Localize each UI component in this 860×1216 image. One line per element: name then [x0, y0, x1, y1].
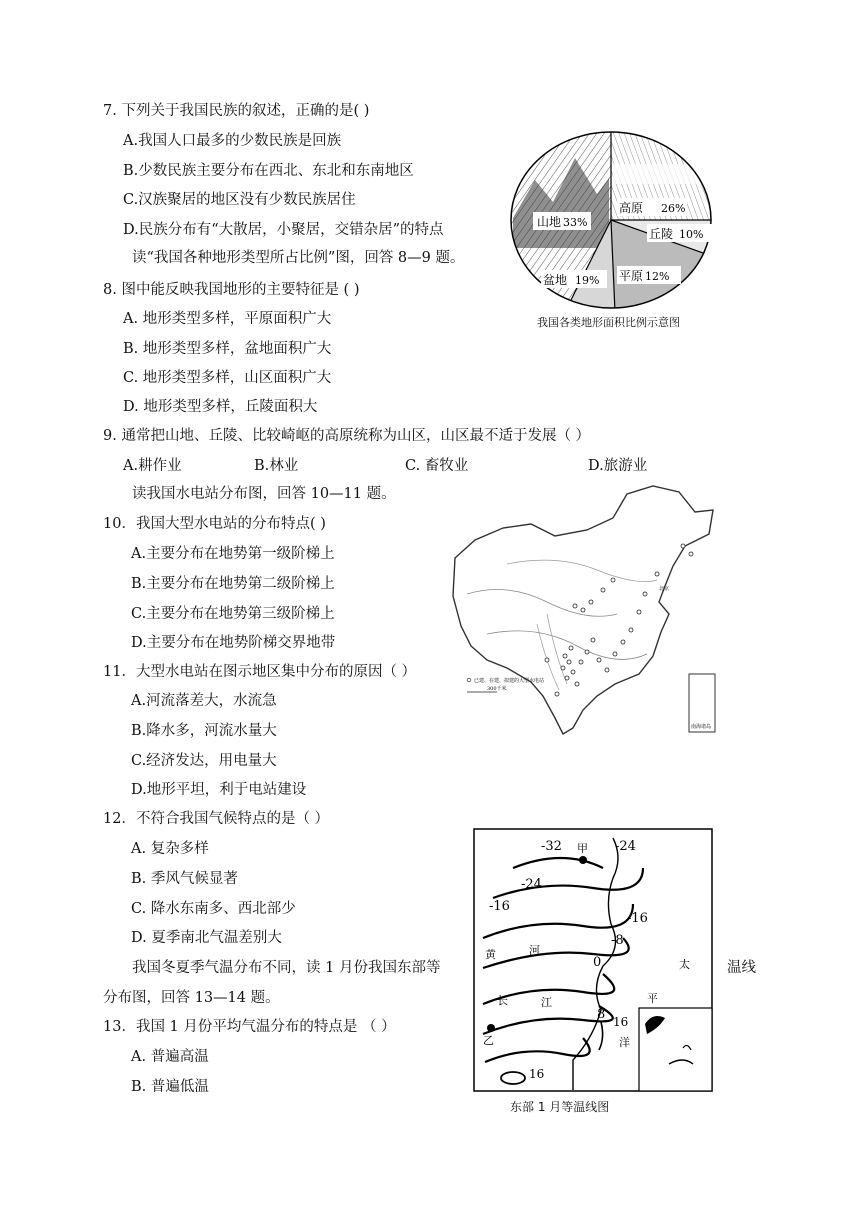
point-yi	[487, 1024, 495, 1032]
pie-label-mountain-pct: 33%	[563, 216, 588, 229]
q9-option-c: C. 畜牧业	[405, 458, 469, 474]
q10-option-c: C.主要分布在地势第三级阶梯上	[131, 606, 335, 622]
isotherm-map-figure	[473, 828, 713, 1092]
label-16-south: 16	[529, 1067, 545, 1081]
q7-option-b: B.少数民族主要分布在西北、东北和东南地区	[123, 163, 414, 179]
pie-label-basin: 盆地	[543, 273, 568, 287]
label-minus-8: -8	[611, 933, 624, 948]
label-16-coast: 16	[613, 1015, 629, 1029]
q9-option-a: A.耕作业	[123, 458, 182, 474]
label-minus-16-west: -16	[489, 899, 510, 914]
label-chang: 长	[497, 994, 508, 1007]
q12-option-a: A. 复杂多样	[131, 841, 209, 857]
pie-label-plateau: 高原	[619, 201, 644, 215]
q8-option-d: D. 地形类型多样，丘陵面积大	[123, 399, 318, 415]
label-minus-16-east: -16	[627, 911, 648, 926]
q8-stem: 8. 图中能反映我国地形的主要特征是 ( )	[103, 282, 360, 298]
q13-option-b: B. 普遍低温	[131, 1079, 209, 1095]
pie-label-hills-pct: 10%	[679, 228, 704, 241]
terrain-pie-figure	[505, 128, 717, 312]
q12-option-b: B. 季风气候显著	[131, 871, 238, 887]
label-jiang: 江	[541, 996, 552, 1009]
hydro-legend-text: 已建、在建、拟建的大型水电站	[474, 678, 545, 684]
q7-option-a: A.我国人口最多的少数民族是回族	[123, 133, 342, 149]
label-minus-32: -32	[541, 839, 562, 854]
intro-10-11: 读我国水电站分布图，回答 10—11 题。	[132, 486, 396, 502]
label-minus-24-west: -24	[521, 877, 542, 892]
intro-13-14-tail: 温线	[727, 960, 756, 976]
terrain-pie-svg	[505, 128, 717, 312]
point-jia	[579, 856, 587, 864]
label-yang: 洋	[619, 1036, 630, 1049]
hydro-map-svg	[447, 484, 719, 738]
q7-option-c: C.汉族聚居的地区没有少数民族居住	[123, 192, 356, 208]
isotherm-caption: 东部 1 月等温线图	[510, 1100, 610, 1114]
q10-option-d: D.主要分布在地势阶梯交界地带	[131, 635, 336, 651]
q12-option-c: C. 降水东南多、西北部少	[131, 901, 296, 917]
label-jia: 甲	[577, 842, 588, 855]
label-yi: 乙	[483, 1034, 494, 1047]
q9-option-b: B.林业	[254, 458, 299, 474]
pie-label-mountain: 山地	[537, 215, 562, 229]
q8-option-b: B. 地形类型多样，盆地面积广大	[123, 341, 332, 357]
pie-label-plain-pct: 12%	[645, 270, 670, 283]
isotherm-map-svg	[473, 828, 713, 1092]
pie-label-hills: 丘陵	[649, 227, 674, 241]
pie-label-plain: 平原	[619, 269, 644, 283]
q7-option-d: D.民族分布有“大散居，小聚居，交错杂居”的特点	[123, 222, 444, 238]
q7-stem: 7. 下列关于我国民族的叙述，正确的是( )	[103, 103, 370, 119]
hydro-beijing-label: 北京	[659, 586, 670, 592]
hydro-map-figure	[447, 484, 719, 738]
label-0: 0	[593, 955, 602, 970]
hydro-scale-text: 300千米	[487, 686, 507, 692]
q13-stem: 13．我国 1 月份平均气温分布的特点是 （ ）	[103, 1019, 396, 1035]
q12-option-d: D. 夏季南北气温差别大	[131, 930, 282, 946]
q13-option-a: A. 普遍高温	[131, 1049, 209, 1065]
q10-option-b: B.主要分布在地势第二级阶梯上	[131, 576, 335, 592]
intro-13-14-line2: 分布图，回答 13—14 题。	[103, 990, 280, 1006]
terrain-pie-caption: 我国各类地形面积比例示意图	[537, 316, 680, 329]
svg-text:南海诸岛: 南海诸岛	[691, 724, 712, 730]
label-tai: 太	[679, 958, 690, 971]
label-8: 8	[597, 1007, 606, 1022]
label-minus-24-east: -24	[615, 839, 636, 854]
pie-label-plateau-pct: 26%	[661, 202, 686, 215]
q9-stem: 9. 通常把山地、丘陵、比较崎岖的高原统称为山区，山区最不适于发展（ ）	[103, 428, 591, 444]
intro-13-14-line1: 我国冬夏季气温分布不同，读 1 月份我国东部等	[132, 960, 441, 976]
q10-option-a: A.主要分布在地势第一级阶梯上	[131, 546, 335, 562]
q12-stem: 12．不符合我国气候特点的是（ ）	[103, 811, 330, 827]
q8-option-a: A. 地形类型多样，平原面积广大	[123, 311, 332, 327]
q11-option-a: A.河流落差大，水流急	[131, 693, 277, 709]
q11-option-b: B.降水多，河流水量大	[131, 723, 277, 739]
q11-stem: 11．大型水电站在图示地区集中分布的原因（ ）	[103, 664, 417, 680]
pie-label-basin-pct: 19%	[575, 274, 600, 287]
south-sea-inset	[689, 674, 715, 732]
q11-option-c: C.经济发达，用电量大	[131, 753, 277, 769]
q11-option-d: D.地形平坦，利于电站建设	[131, 782, 307, 798]
q10-stem: 10．我国大型水电站的分布特点( )	[103, 516, 326, 532]
q8-option-c: C. 地形类型多样，山区面积广大	[123, 370, 332, 386]
label-he: 河	[529, 944, 540, 957]
q9-option-d: D.旅游业	[588, 458, 648, 474]
label-huang: 黄	[485, 948, 496, 961]
intro-8-9: 读“我国各种地形类型所占比例”图，回答 8—9 题。	[132, 250, 465, 266]
label-ping: 平	[647, 992, 658, 1005]
